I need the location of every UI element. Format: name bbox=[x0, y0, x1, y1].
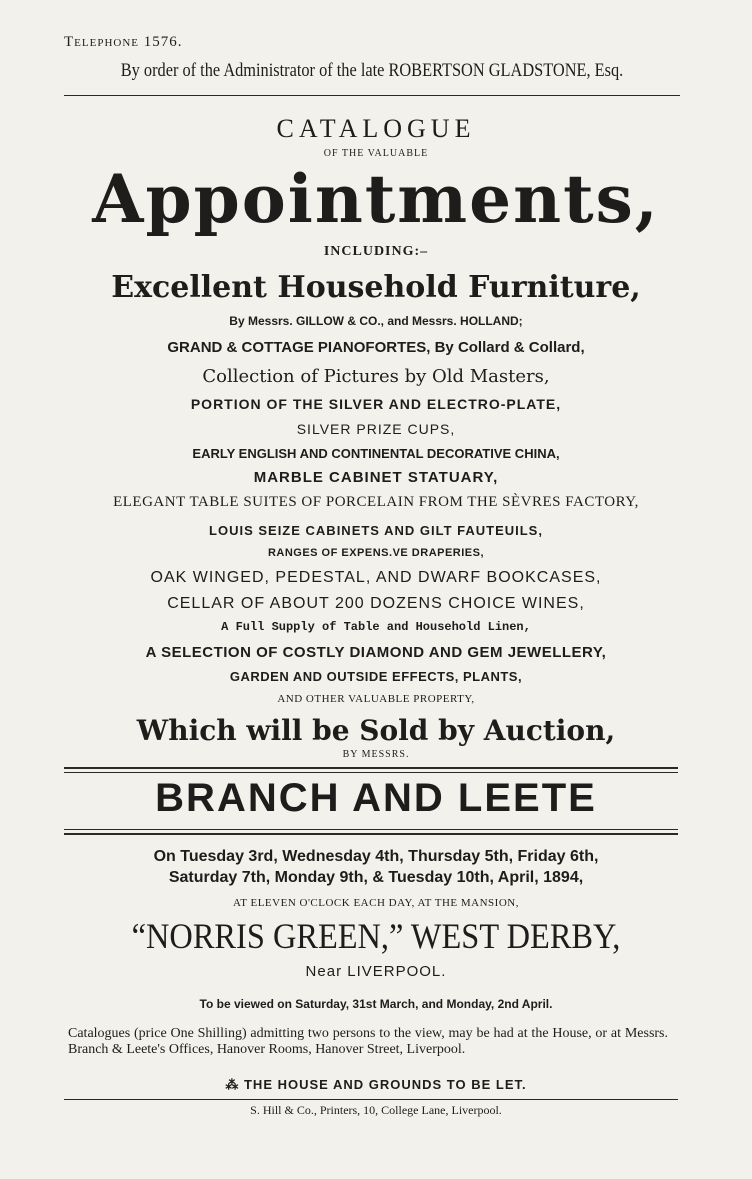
auctioneers-name: BRANCH AND LEETE bbox=[155, 776, 597, 820]
sale-dates-line-1: On Tuesday 3rd, Wednesday 4th, Thursday 5th, Friday 6th, bbox=[153, 848, 599, 865]
sale-dates-line-2: Saturday 7th, Monday 9th, & Tuesday 10th, April, 1894, bbox=[168, 869, 584, 886]
header-rule bbox=[64, 95, 680, 96]
household-furniture-line: Excellent Household Furniture, bbox=[111, 270, 641, 305]
including-text: INCLUDING:– bbox=[323, 244, 429, 259]
statuary-line: MARBLE CABINET STATUARY, bbox=[253, 469, 499, 486]
house-to-let-line: ⁂ THE HOUSE AND GROUNDS TO BE LET. bbox=[225, 1077, 527, 1092]
by-messrs-text: BY MESSRS. bbox=[342, 749, 410, 760]
administrator-notice: By order of the Administrator of the late ROBERTSON GLADSTONE, Esq. bbox=[120, 60, 624, 81]
of-the-valuable-text: OF THE VALUABLE bbox=[323, 148, 429, 159]
garden-effects-line: GARDEN AND OUTSIDE EFFECTS, PLANTS, bbox=[229, 669, 523, 684]
viewing-dates-line: To be viewed on Saturday, 31st March, and Monday, 2nd April. bbox=[199, 997, 553, 1011]
gillow-holland-line: By Messrs. GILLOW & CO., and Messrs. HOLLAND; bbox=[229, 314, 523, 328]
linen-line: A Full Supply of Table and Household Linen, bbox=[221, 620, 531, 634]
bookcases-line: OAK WINGED, PEDESTAL, AND DWARF BOOKCASES, bbox=[150, 569, 602, 586]
catalogue-heading: CATALOGUE bbox=[276, 114, 476, 143]
pianofortes-line: GRAND & COTTAGE PIANOFORTES, By Collard & Collard, bbox=[167, 339, 585, 356]
near-liverpool-line: Near LIVERPOOL. bbox=[305, 963, 447, 980]
auctioneer-rule-bottom bbox=[64, 833, 678, 835]
footer-rule bbox=[64, 1099, 678, 1100]
other-property-line: AND OTHER VALUABLE PROPERTY, bbox=[277, 693, 475, 705]
mansion-name: “NORRIS GREEN,” WEST DERBY, bbox=[131, 916, 621, 956]
sevres-porcelain-line: ELEGANT TABLE SUITES OF PORCELAIN FROM THE SÈVRES FACTORY, bbox=[113, 494, 639, 510]
telephone-number: Telephone 1576. bbox=[64, 34, 183, 50]
silver-plate-line: PORTION OF THE SILVER AND ELECTRO-PLATE, bbox=[190, 396, 562, 412]
prize-cups-line: SILVER PRIZE CUPS, bbox=[296, 421, 456, 437]
jewellery-line: A SELECTION OF COSTLY DIAMOND AND GEM JEWELLERY, bbox=[145, 644, 607, 661]
louis-seize-line: LOUIS SEIZE CABINETS AND GILT FAUTEUILS, bbox=[209, 523, 543, 538]
sold-by-auction-line: Which will be Sold by Auction, bbox=[136, 714, 616, 747]
pictures-line: Collection of Pictures by Old Masters, bbox=[202, 366, 550, 387]
auctioneer-rule-top-thin bbox=[64, 772, 678, 773]
decorative-china-line: EARLY ENGLISH AND CONTINENTAL DECORATIVE CHINA, bbox=[192, 446, 560, 461]
printer-imprint: S. Hill & Co., Printers, 10, College Lane, Liverpool. bbox=[250, 1103, 502, 1117]
auctioneer-rule-bottom-thin bbox=[64, 829, 678, 830]
catalogues-paragraph: Catalogues (price One Shilling) admitting two persons to the view, may be had at the House, or at Messrs. Branch & Leete's Offices, Hanover Rooms, Hanover Street, Liverpool. bbox=[68, 1026, 668, 1057]
wines-line: CELLAR OF ABOUT 200 DOZENS CHOICE WINES, bbox=[167, 595, 585, 612]
draperies-line: RANGES OF EXPENS.VE DRAPERIES, bbox=[267, 547, 485, 559]
auctioneer-rule-top bbox=[64, 767, 678, 769]
appointments-title: Appointments, bbox=[92, 160, 660, 238]
time-and-place-line: AT ELEVEN O'CLOCK EACH DAY, AT THE MANSION, bbox=[233, 897, 519, 909]
